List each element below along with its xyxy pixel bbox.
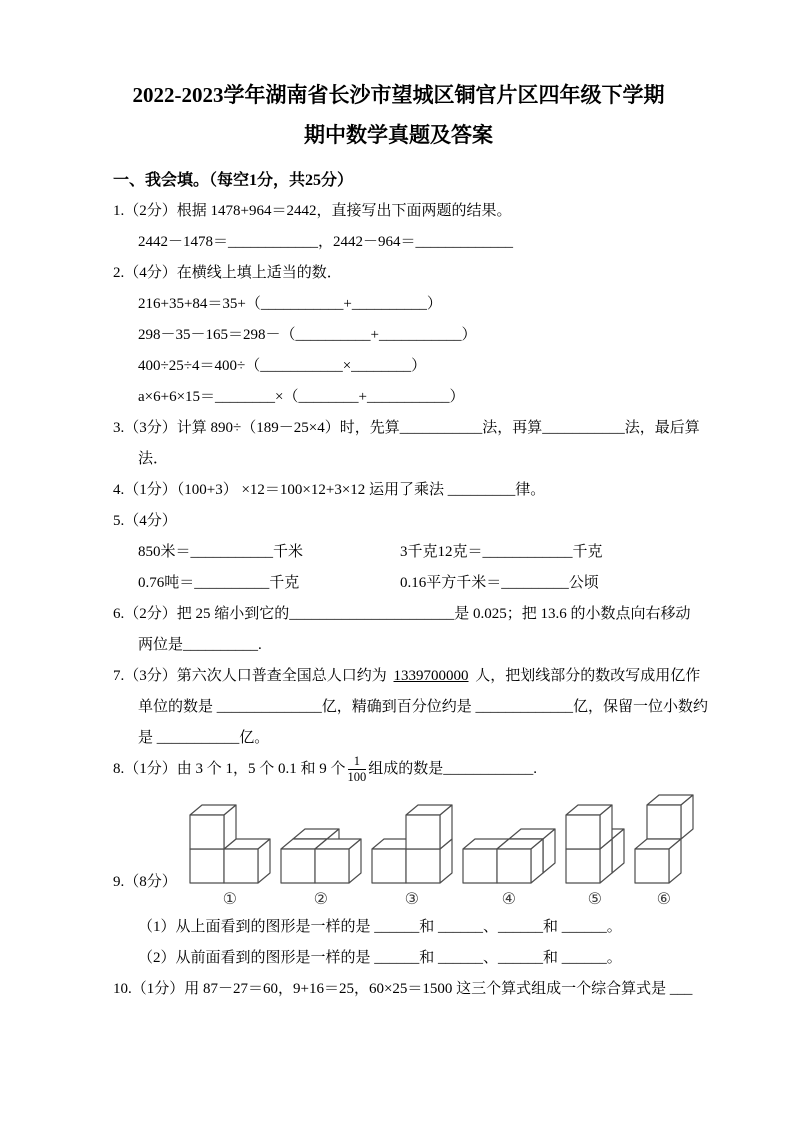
q6-line1: 6.（2分）把 25 缩小到它的______________________是 0.025；把 13.6 的小数点向右移动	[113, 606, 691, 622]
cube-figure	[279, 827, 363, 910]
q5-cell-kg-g: 3千克12克＝____________千克	[400, 544, 603, 560]
q5-cell-sqkm: 0.16平方千米＝_________公顷	[400, 575, 599, 591]
cube-figure-drawing	[370, 803, 454, 885]
cube-figure	[461, 827, 557, 910]
q1-stem: 1.（2分）根据 1478+964＝2442，直接写出下面两题的结果。	[113, 203, 512, 219]
cube-figure	[370, 803, 454, 910]
cube-figure	[564, 803, 626, 910]
q6-line2: 两位是__________.	[138, 637, 262, 653]
q5-row-2	[113, 568, 684, 599]
q7-text-after: 人，把划线部分的数改写成用亿作	[471, 668, 701, 684]
q2-equation-3: 400÷25÷4＝400÷（___________×________）	[138, 358, 427, 374]
cube-figure-drawing	[279, 827, 363, 885]
q1-answer-blanks: 2442－1478＝____________，2442－964＝_____________	[138, 234, 514, 250]
q7-line1	[113, 661, 701, 692]
q10-stem: 10.（1分）用 87－27＝60，9+16＝25，60×25＝1500 这三个算式组成一个综合算式是 ___	[113, 981, 693, 997]
page-title-line1: 2022-2023学年湖南省长沙市望城区铜官片区四年级下学期	[132, 83, 665, 107]
cube-figure-drawing	[188, 803, 272, 885]
cube-figure-drawing	[633, 793, 695, 885]
q9-label: 9.（8分）	[113, 874, 177, 890]
q5-cell-meters: 850米＝___________千米	[138, 544, 304, 560]
q5-cell-tons: 0.76吨＝__________千克	[138, 575, 300, 591]
q2-equation-4: a×6+6×15＝________×（________+___________）	[138, 389, 465, 405]
cube-figure-label: ①	[222, 889, 237, 908]
cube-figure	[633, 793, 695, 910]
q2-equation-2: 298－35－165＝298－（__________+___________）	[138, 327, 477, 343]
q2-stem: 2.（4分）在横线上填上适当的数．	[113, 265, 342, 281]
q5-row-1	[113, 537, 684, 568]
q3-line1: 3.（3分）计算 890÷（189－25×4）时，先算___________法，再算___________法，最后算	[113, 420, 700, 436]
cube-figure-label: ④	[501, 889, 516, 908]
cube-figure-label: ⑤	[587, 889, 602, 908]
q8-stem	[113, 754, 684, 785]
q8-fraction-numerator: 1	[348, 755, 367, 770]
cube-figure-label: ⑥	[656, 889, 671, 908]
q7-line3: 是 ___________亿。	[138, 730, 270, 746]
q7-text-before: 7.（3分）第六次人口普查全国总人口约为	[113, 668, 391, 684]
q8-fraction-denominator: 100	[347, 770, 367, 785]
q9-sub1: （1）从上面看到的图形是一样的是 ______和 ______、______和 ______。	[138, 919, 622, 935]
q9-sub2: （2）从前面看到的图形是一样的是 ______和 ______、______和 ______。	[138, 950, 622, 966]
cube-figure-drawing	[461, 827, 557, 885]
cube-figure-label: ③	[404, 889, 419, 908]
q8-text-after: 组成的数是____________.	[368, 761, 538, 777]
section-heading: 一、我会填。（每空1分，共25分）	[113, 172, 354, 189]
cube-figures-row	[113, 793, 684, 910]
page-title-line2: 期中数学真题及答案	[304, 123, 493, 147]
q7-underlined-number: 1339700000	[393, 668, 469, 684]
q2-equation-1: 216+35+84＝35+（___________+__________）	[138, 296, 442, 312]
q5-stem: 5.（4分）	[113, 513, 177, 529]
q3-line2: 法．	[138, 451, 169, 467]
cube-figure	[188, 803, 272, 910]
q4-stem: 4.（1分）（100+3） ×12＝100×12+3×12 运用了乘法 _________律。	[113, 482, 546, 498]
cube-figure-label: ②	[313, 889, 328, 908]
q8-fraction	[348, 755, 367, 784]
q7-line2: 单位的数是 ______________亿，精确到百分位约是 _____________亿，保留一位小数约	[138, 699, 709, 715]
q8-text-before: 8.（1分）由 3 个 1，5 个 0.1 和 9 个	[113, 761, 346, 777]
cube-figure-drawing	[564, 803, 626, 885]
